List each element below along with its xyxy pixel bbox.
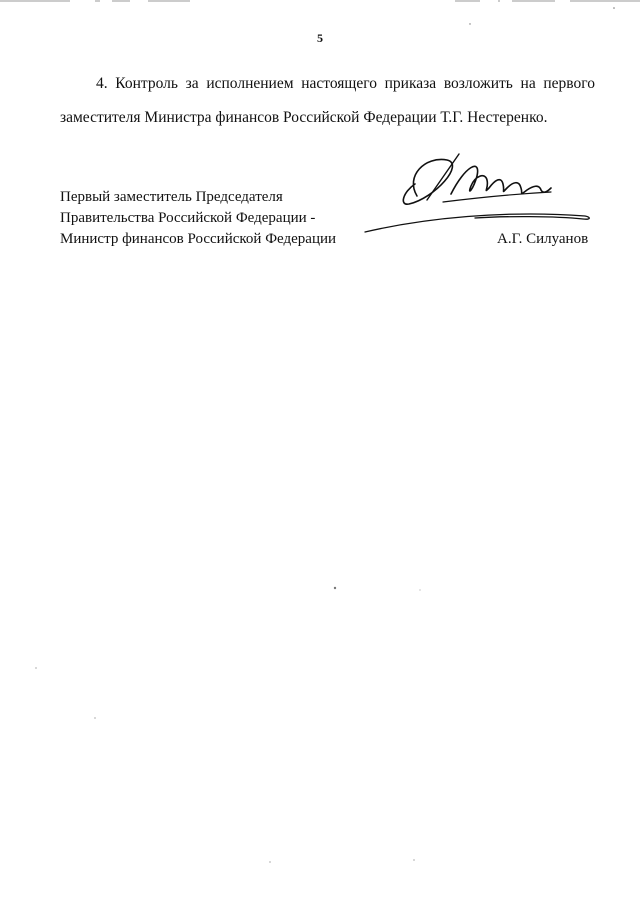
page-number: 5 xyxy=(317,31,323,45)
signer-title-line: Первый заместитель Председателя xyxy=(60,189,283,205)
signer-name: А.Г. Силуанов xyxy=(497,231,589,247)
handwritten-signature xyxy=(355,146,595,238)
signer-title-line: Министр финансов Российской Федерации xyxy=(60,231,337,247)
order-paragraph: 4. Контроль за исполнением настоящего приказа возложить на первого заместителя Министра финансов Российской Федерации Т.Г. Нестеренко. xyxy=(60,75,595,126)
signer-title-line: Правительства Российской Федерации - xyxy=(60,210,316,226)
signer-title xyxy=(60,187,336,250)
